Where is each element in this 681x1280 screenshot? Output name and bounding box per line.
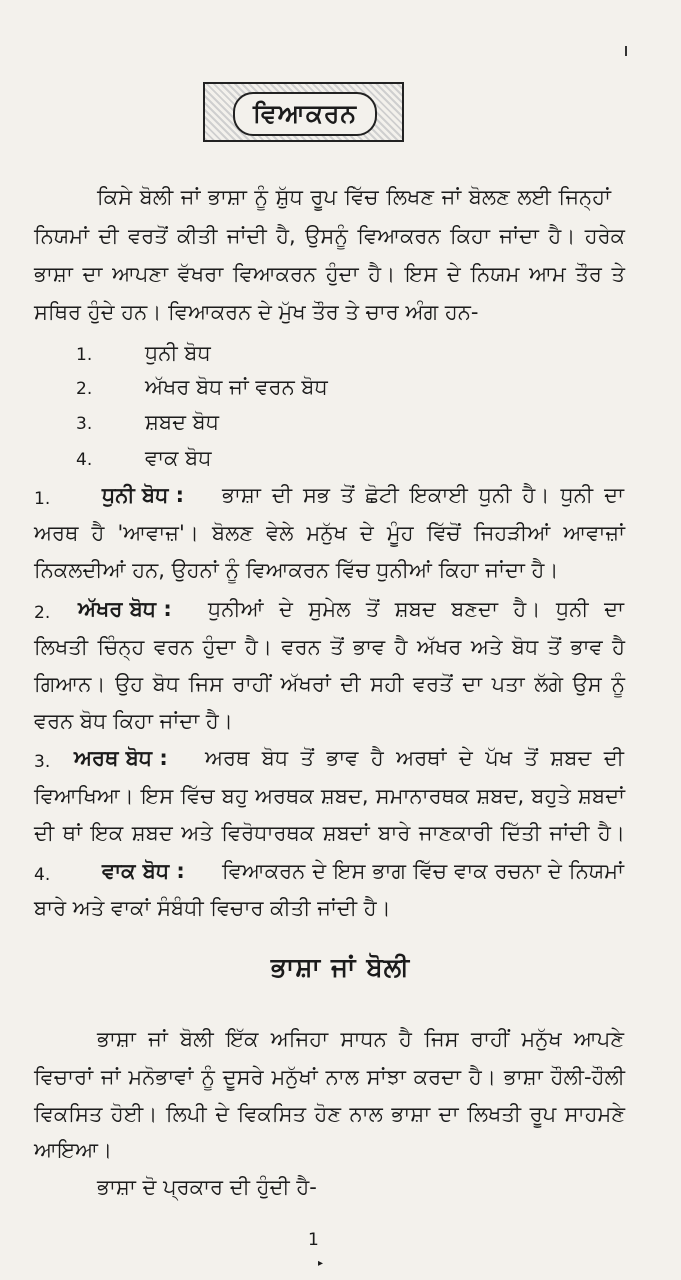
section-text: ਬਾਰੇ ਅਤੇ ਵਾਕਾਂ ਸੰਬੰਧੀ ਵਿਚਾਰ ਕੀਤੀ ਜਾਂਦੀ ਹੈ। bbox=[34, 896, 391, 920]
section-text: ਅਰਥ ਹੈ 'ਆਵਾਜ਼'। ਬੋਲਣ ਵੇਲੇ ਮਨੁੱਖ ਦੇ ਮੂੰਹ ਵਿੱਚੋਂ ਜਿਹੜੀਆਂ ਆਵਾਜ਼ਾਂ bbox=[34, 521, 625, 545]
title-frame bbox=[203, 82, 404, 142]
section-number: 2. bbox=[34, 603, 51, 623]
corner-mark bbox=[625, 46, 627, 56]
section-text: ਨਿਕਲਦੀਆਂ ਹਨ, ਉਹਨਾਂ ਨੂੰ ਵਿਆਕਰਨ ਵਿੱਚ ਧੁਨੀਆਂ ਕਿਹਾ ਜਾਂਦਾ ਹੈ। bbox=[34, 558, 559, 582]
page-number: 1 bbox=[308, 1230, 319, 1250]
section-number: 3. bbox=[34, 752, 51, 772]
section-term: ਅਰਥ ਬੋਧ : bbox=[74, 746, 168, 770]
list-item-number: 3. bbox=[76, 414, 93, 434]
body-line: ਭਾਸ਼ਾ ਦੋ ਪ੍ਰਕਾਰ ਦੀ ਹੁੰਦੀ ਹੈ- bbox=[97, 1175, 317, 1199]
list-item-number: 1. bbox=[76, 345, 93, 365]
list-item-label: ਵਾਕ ਬੋਧ bbox=[145, 446, 212, 470]
intro-line: ਕਿਸੇ ਬੋਲੀ ਜਾਂ ਭਾਸ਼ਾ ਨੂੰ ਸ਼ੁੱਧ ਰੂਪ ਵਿੱਚ ਲਿਖਣ ਜਾਂ ਬੋਲਣ ਲਈ ਜਿਨ੍ਹਾਂ bbox=[97, 185, 611, 209]
section-text: ਗਿਆਨ। ਉਹ ਬੋਧ ਜਿਸ ਰਾਹੀਂ ਅੱਖਰਾਂ ਦੀ ਸਹੀ ਵਰਤੋਂ ਦਾ ਪਤਾ ਲੱਗੇ ਉਸ ਨੂੰ bbox=[34, 672, 625, 696]
section-number: 4. bbox=[34, 865, 51, 885]
body-line: ਆਇਆ। bbox=[34, 1138, 113, 1162]
section-text: ਅਰਥ ਬੋਧ ਤੋਂ ਭਾਵ ਹੈ ਅਰਥਾਂ ਦੇ ਪੱਖ ਤੋਂ ਸ਼ਬਦ ਦੀ bbox=[205, 746, 624, 770]
list-item-label: ਸ਼ਬਦ ਬੋਧ bbox=[145, 410, 220, 434]
section-text: ਭਾਸ਼ਾ ਦੀ ਸਭ ਤੋਂ ਛੋਟੀ ਇਕਾਈ ਧੁਨੀ ਹੈ। ਧੁਨੀ ਦਾ bbox=[222, 483, 624, 507]
page-title: ਵਿਆਕਰਨ bbox=[233, 92, 377, 136]
section-text: ਦੀ ਥਾਂ ਇਕ ਸ਼ਬਦ ਅਤੇ ਵਿਰੋਧਾਰਥਕ ਸ਼ਬਦਾਂ ਬਾਰੇ ਜਾਣਕਾਰੀ ਦਿੱਤੀ ਜਾਂਦੀ ਹੈ। bbox=[34, 821, 625, 845]
section-text: ਵਿਆਖਿਆ। ਇਸ ਵਿੱਚ ਬਹੁ ਅਰਥਕ ਸ਼ਬਦ, ਸਮਾਨਾਰਥਕ ਸ਼ਬਦ, ਬਹੁਤੇ ਸ਼ਬਦਾਂ bbox=[34, 784, 625, 808]
section-text: ਵਿਆਕਰਨ ਦੇ ਇਸ ਭਾਗ ਵਿੱਚ ਵਾਕ ਰਚਨਾ ਦੇ ਨਿਯਮਾਂ bbox=[222, 859, 624, 883]
list-item-label: ਅੱਖਰ ਬੋਧ ਜਾਂ ਵਰਨ ਬੋਧ bbox=[145, 375, 328, 399]
body-line: ਵਿਚਾਰਾਂ ਜਾਂ ਮਨੋਭਾਵਾਂ ਨੂੰ ਦੂਸਰੇ ਮਨੁੱਖਾਂ ਨਾਲ ਸਾਂਝਾ ਕਰਦਾ ਹੈ। ਭਾਸ਼ਾ ਹੌਲੀ-ਹੌਲੀ bbox=[34, 1065, 625, 1089]
section-term: ਅੱਖਰ ਬੋਧ : bbox=[78, 597, 172, 621]
section-text: ਵਰਨ ਬੋਧ ਕਿਹਾ ਜਾਂਦਾ ਹੈ। bbox=[34, 709, 233, 733]
section-text: ਲਿਖਤੀ ਚਿੰਨ੍ਹ ਵਰਨ ਹੁੰਦਾ ਹੈ। ਵਰਨ ਤੋਂ ਭਾਵ ਹੈ ਅੱਖਰ ਅਤੇ ਬੋਧ ਤੋਂ ਭਾਵ ਹੈ bbox=[34, 635, 625, 659]
list-item-label: ਧੁਨੀ ਬੋਧ bbox=[145, 341, 211, 365]
section-term: ਵਾਕ ਬੋਧ : bbox=[102, 859, 185, 883]
intro-line: ਭਾਸ਼ਾ ਦਾ ਆਪਣਾ ਵੱਖਰਾ ਵਿਆਕਰਨ ਹੁੰਦਾ ਹੈ। ਇਸ ਦੇ ਨਿਯਮ ਆਮ ਤੌਰ ਤੇ bbox=[34, 262, 625, 286]
section-term: ਧੁਨੀ ਬੋਧ : bbox=[102, 483, 185, 507]
body-line: ਵਿਕਸਿਤ ਹੋਈ। ਲਿਪੀ ਦੇ ਵਿਕਸਿਤ ਹੋਣ ਨਾਲ ਭਾਸ਼ਾ ਦਾ ਲਿਖਤੀ ਰੂਪ ਸਾਹਮਣੇ bbox=[34, 1102, 625, 1126]
section-heading: ਭਾਸ਼ਾ ਜਾਂ ਬੋਲੀ bbox=[270, 953, 411, 983]
section-number: 1. bbox=[34, 489, 51, 509]
body-line: ਭਾਸ਼ਾ ਜਾਂ ਬੋਲੀ ਇੱਕ ਅਜਿਹਾ ਸਾਧਨ ਹੈ ਜਿਸ ਰਾਹੀਂ ਮਨੁੱਖ ਆਪਣੇ bbox=[97, 1027, 624, 1051]
list-item-number: 2. bbox=[76, 379, 93, 399]
intro-line: ਨਿਯਮਾਂ ਦੀ ਵਰਤੋਂ ਕੀਤੀ ਜਾਂਦੀ ਹੈ, ਉਸਨੂੰ ਵਿਆਕਰਨ ਕਿਹਾ ਜਾਂਦਾ ਹੈ। ਹਰੇਕ bbox=[34, 224, 625, 248]
section-text: ਧੁਨੀਆਂ ਦੇ ਸੁਮੇਲ ਤੋਂ ਸ਼ਬਦ ਬਣਦਾ ਹੈ। ਧੁਨੀ ਦਾ bbox=[208, 597, 624, 621]
list-item-number: 4. bbox=[76, 450, 93, 470]
page-marker-icon: ▸ bbox=[318, 1258, 324, 1269]
intro-line: ਸਥਿਰ ਹੁੰਦੇ ਹਨ। ਵਿਆਕਰਨ ਦੇ ਮੁੱਖ ਤੌਰ ਤੇ ਚਾਰ ਅੰਗ ਹਨ- bbox=[34, 300, 479, 324]
